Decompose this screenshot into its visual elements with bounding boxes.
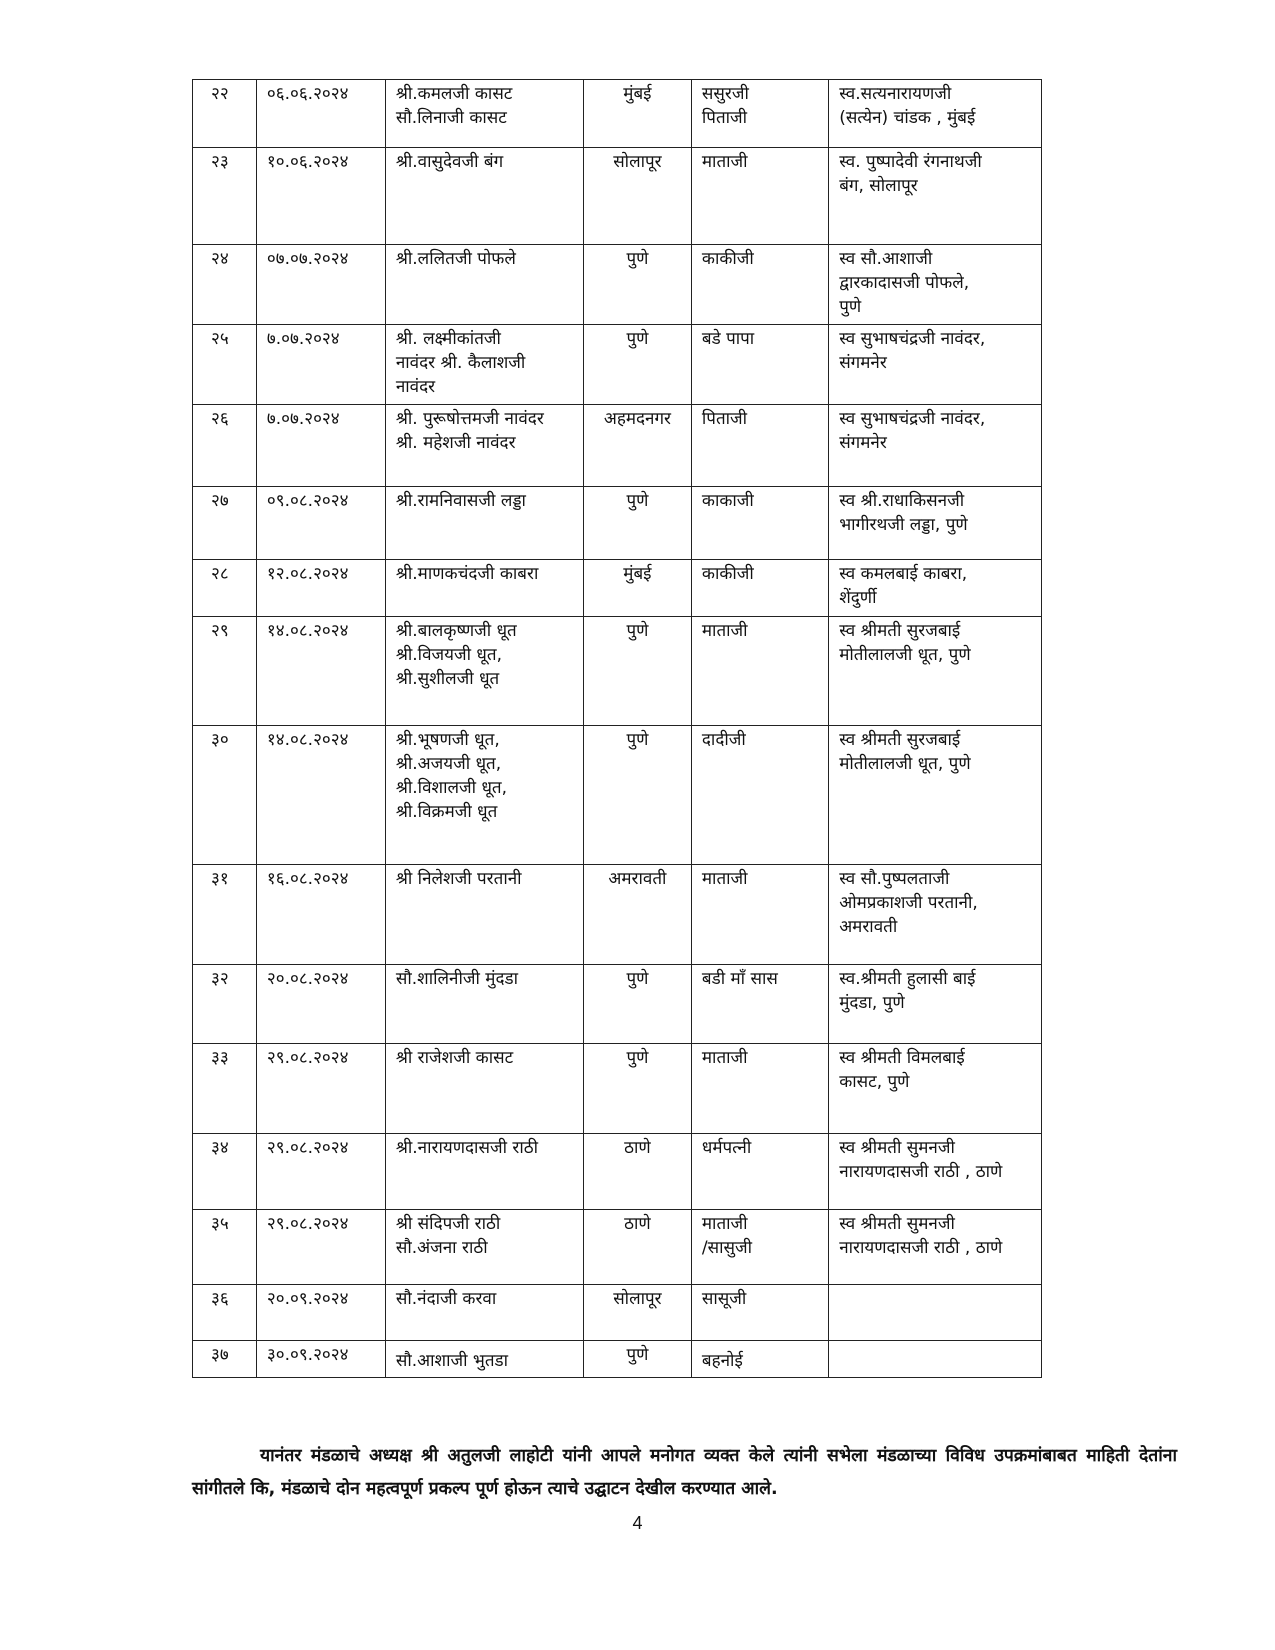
row-memorial: स्व सौ.आशाजी द्वारकादासजी पोफले, पुणे <box>829 245 1042 325</box>
row-number: ३४ <box>193 1134 257 1210</box>
row-city: पुणे <box>583 617 691 726</box>
row-name: श्री.भूषणजी धूत, श्री.अजयजी धूत, श्री.विशालजी धूत, श्री.विक्रमजी धूत <box>385 726 583 865</box>
row-date: ७.०७.२०२४ <box>256 405 385 487</box>
row-relation: काकीजी <box>691 560 828 617</box>
row-relation: पिताजी <box>691 405 828 487</box>
row-relation: दादीजी <box>691 726 828 865</box>
records-table <box>192 79 1042 1378</box>
table-row <box>193 726 1042 865</box>
row-name: सौ.शालिनीजी मुंदडा <box>385 965 583 1044</box>
row-number: २५ <box>193 325 257 405</box>
row-memorial: स्व श्रीमती विमलबाई कासट, पुणे <box>829 1044 1042 1134</box>
row-date: २९.०८.२०२४ <box>256 1044 385 1134</box>
row-number: २८ <box>193 560 257 617</box>
row-name: श्री.वासुदेवजी बंग <box>385 148 583 245</box>
row-relation: माताजी <box>691 1044 828 1134</box>
row-city: ठाणे <box>583 1210 691 1285</box>
row-number: ३३ <box>193 1044 257 1134</box>
row-date: ७.०७.२०२४ <box>256 325 385 405</box>
row-memorial: स्व श्रीमती सुरजबाई मोतीलालजी धूत, पुणे <box>829 726 1042 865</box>
row-relation: बडी माँ सास <box>691 965 828 1044</box>
table-row <box>193 1210 1042 1285</box>
row-relation: माताजी <box>691 617 828 726</box>
row-name: सौ.नंदाजी करवा <box>385 1285 583 1341</box>
row-name: श्री निलेशजी परतानी <box>385 865 583 965</box>
table-row <box>193 245 1042 325</box>
row-relation: बहनोई <box>691 1341 828 1378</box>
row-name: श्री. लक्ष्मीकांतजी नावंदर श्री. कैलाशजी नावंदर <box>385 325 583 405</box>
row-name: श्री.माणकचंदजी काबरा <box>385 560 583 617</box>
row-memorial: स्व श्री.राधाकिसनजी भागीरथजी लड्डा, पुणे <box>829 487 1042 560</box>
row-memorial: स्व श्रीमती सुमनजी नारायणदासजी राठी , ठाणे <box>829 1134 1042 1210</box>
row-city: मुंबई <box>583 80 691 148</box>
table-row <box>193 80 1042 148</box>
row-city: सोलापूर <box>583 148 691 245</box>
row-relation: माताजी <box>691 148 828 245</box>
table-row <box>193 560 1042 617</box>
row-number: २६ <box>193 405 257 487</box>
row-date: १०.०६.२०२४ <box>256 148 385 245</box>
table-row <box>193 965 1042 1044</box>
row-relation: काकाजी <box>691 487 828 560</box>
row-date: ०६.०६.२०२४ <box>256 80 385 148</box>
row-relation: बडे पापा <box>691 325 828 405</box>
table-row <box>193 487 1042 560</box>
row-number: २४ <box>193 245 257 325</box>
row-memorial <box>829 1341 1042 1378</box>
row-date: ०७.०७.२०२४ <box>256 245 385 325</box>
row-city: पुणे <box>583 487 691 560</box>
row-memorial: स्व कमलबाई काबरा, शेंदुर्णी <box>829 560 1042 617</box>
row-city: अहमदनगर <box>583 405 691 487</box>
row-date: १६.०८.२०२४ <box>256 865 385 965</box>
row-date: १४.०८.२०२४ <box>256 726 385 865</box>
row-number: ३५ <box>193 1210 257 1285</box>
table-row <box>193 148 1042 245</box>
row-memorial: स्व सौ.पुष्पलताजी ओमप्रकाशजी परतानी, अमरावती <box>829 865 1042 965</box>
table-row <box>193 865 1042 965</box>
table-row <box>193 325 1042 405</box>
row-memorial: स्व.सत्यनारायणजी (सत्येन) चांडक , मुंबई <box>829 80 1042 148</box>
row-number: २९ <box>193 617 257 726</box>
row-number: ३२ <box>193 965 257 1044</box>
row-relation: ससुरजी पिताजी <box>691 80 828 148</box>
row-relation: माताजी <box>691 865 828 965</box>
table-row <box>193 1285 1042 1341</box>
row-relation: सासूजी <box>691 1285 828 1341</box>
row-city: पुणे <box>583 1341 691 1378</box>
row-number: ३० <box>193 726 257 865</box>
row-city: अमरावती <box>583 865 691 965</box>
row-city: पुणे <box>583 965 691 1044</box>
row-relation: धर्मपत्नी <box>691 1134 828 1210</box>
table-row <box>193 1134 1042 1210</box>
row-memorial: स्व.श्रीमती हुलासी बाई मुंदडा, पुणे <box>829 965 1042 1044</box>
row-number: २७ <box>193 487 257 560</box>
row-city: पुणे <box>583 1044 691 1134</box>
row-memorial: स्व सुभाषचंद्रजी नावंदर, संगमनेर <box>829 325 1042 405</box>
table-row <box>193 617 1042 726</box>
row-date: २९.०८.२०२४ <box>256 1134 385 1210</box>
row-memorial: स्व श्रीमती सुरजबाई मोतीलालजी धूत, पुणे <box>829 617 1042 726</box>
row-memorial: स्व. पुष्पादेवी रंगनाथजी बंग, सोलापूर <box>829 148 1042 245</box>
row-date: २०.०८.२०२४ <box>256 965 385 1044</box>
row-name: सौ.आशाजी भुतडा <box>385 1341 583 1378</box>
row-city: पुणे <box>583 726 691 865</box>
row-relation: काकीजी <box>691 245 828 325</box>
row-number: २३ <box>193 148 257 245</box>
row-name: श्री. पुरूषोत्तमजी नावंदर श्री. महेशजी नावंदर <box>385 405 583 487</box>
row-memorial: स्व श्रीमती सुमनजी नारायणदासजी राठी , ठाणे <box>829 1210 1042 1285</box>
page-number: 4 <box>632 1513 643 1533</box>
row-number: ३६ <box>193 1285 257 1341</box>
row-relation: माताजी /सासुजी <box>691 1210 828 1285</box>
row-city: ठाणे <box>583 1134 691 1210</box>
table-row <box>193 405 1042 487</box>
row-name: श्री.नारायणदासजी राठी <box>385 1134 583 1210</box>
row-date: ०९.०८.२०२४ <box>256 487 385 560</box>
row-name: श्री.बालकृष्णजी धूत श्री.विजयजी धूत, श्री.सुशीलजी धूत <box>385 617 583 726</box>
row-city: पुणे <box>583 245 691 325</box>
row-name: श्री.रामनिवासजी लड्डा <box>385 487 583 560</box>
row-number: ३७ <box>193 1341 257 1378</box>
body-paragraph: यानंतर मंडळाचे अध्यक्ष श्री अतुलजी लाहोटी यांनी आपले मनोगत व्यक्त केले त्यांनी सभेला मंडळाच्या विविध उपक्रमांबाबत माहिती देतांना सांगीतले कि, मंडळाचे दोन महत्वपूर्ण प्रकल्प पूर्ण होऊन त्याचे उद्घाटन देखील करण्यात आले. <box>192 1446 1177 1499</box>
row-date: २०.०९.२०२४ <box>256 1285 385 1341</box>
row-name: श्री संदिपजी राठी सौ.अंजना राठी <box>385 1210 583 1285</box>
row-date: १४.०८.२०२४ <box>256 617 385 726</box>
row-city: पुणे <box>583 325 691 405</box>
row-name: श्री.कमलजी कासट सौ.लिनाजी कासट <box>385 80 583 148</box>
table-row <box>193 1341 1042 1378</box>
table-row <box>193 1044 1042 1134</box>
row-number: ३१ <box>193 865 257 965</box>
row-date: ३०.०९.२०२४ <box>256 1341 385 1378</box>
row-date: २९.०८.२०२४ <box>256 1210 385 1285</box>
row-name: श्री.ललितजी पोफले <box>385 245 583 325</box>
row-name: श्री राजेशजी कासट <box>385 1044 583 1134</box>
row-city: मुंबई <box>583 560 691 617</box>
row-date: १२.०८.२०२४ <box>256 560 385 617</box>
row-city: सोलापूर <box>583 1285 691 1341</box>
row-memorial: स्व सुभाषचंद्रजी नावंदर, संगमनेर <box>829 405 1042 487</box>
row-memorial <box>829 1285 1042 1341</box>
row-number: २२ <box>193 80 257 148</box>
